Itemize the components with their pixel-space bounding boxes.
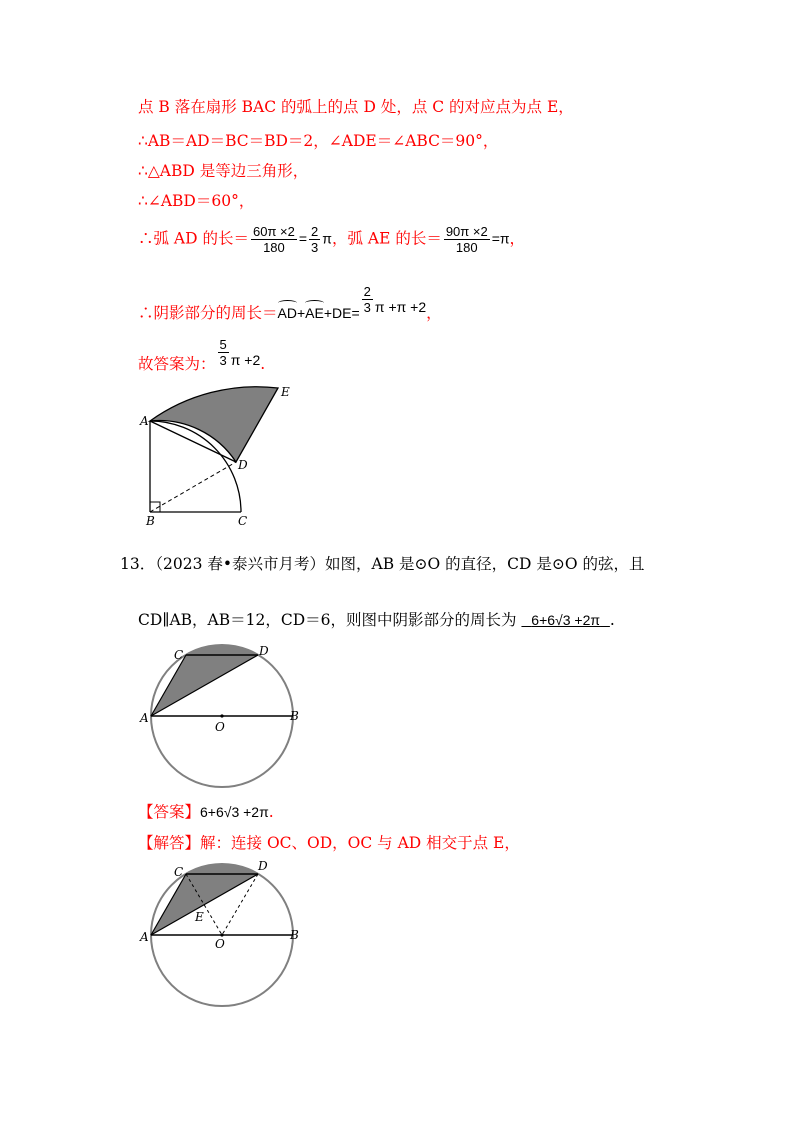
label-o: O xyxy=(215,937,225,951)
answer-line-12: 故答案为： $\frac{5}{3}$ π +2. xyxy=(138,337,266,373)
label-b: B xyxy=(146,514,155,528)
fraction-90pi: $\frac{90\pi \times 2}{180}$ xyxy=(445,224,488,255)
label-c: C xyxy=(238,514,248,528)
label-b: B xyxy=(290,928,299,942)
answer-blank: 6+6√3 +2π xyxy=(531,612,601,628)
label-a: A xyxy=(140,930,149,944)
solution-line-6: ∴阴影部分的周长＝AD+AE+DE= $\frac{2}{3}$ π +π +2， xyxy=(138,284,442,322)
explanation-13: 【解答】解：连接 OC、OD，OC 与 AD 相交于点 E， xyxy=(138,834,520,852)
solution-line-1: 点 B 落在扇形 BAC 的弧上的点 D 处，点 C 的对应点为点 E， xyxy=(138,98,574,116)
question-13-line-1: 13．（2023 春•泰兴市月考）如图，AB 是⊙O 的直径，CD 是⊙O 的弦，且 xyxy=(120,555,645,573)
label-e: E xyxy=(281,385,290,399)
fraction-60pi: $\frac{60\pi \times 2}{180}$ xyxy=(252,224,295,255)
solution-line-5: ∴弧 AD 的长＝ $\frac{60\pi \times 2}{180}$ = $\frac{2}{3}$ π，弧 AE 的长＝ $\frac{90\pi \times 2}{180}$ =π， xyxy=(138,224,526,255)
question-13-line-2: CD∥AB，AB＝12，CD＝6，则图中阴影部分的周长为 6+6√3 +2π . xyxy=(138,611,615,629)
fraction-5-3: $\frac{5}{3}$ xyxy=(219,337,227,368)
solution-line-3: ∴△ABD 是等边三角形， xyxy=(138,162,309,180)
fraction-2-3: $\frac{2}{3}$ xyxy=(311,224,319,255)
label-a: A xyxy=(140,711,149,725)
label-d: D xyxy=(258,859,268,873)
solution-line-4: ∴∠ABD＝60°， xyxy=(138,192,255,210)
shaded-segment xyxy=(186,864,258,874)
fraction-2-3-b: $\frac{2}{3}$ xyxy=(363,284,371,315)
arc-ad-label: ∴弧 AD 的长＝ xyxy=(138,229,249,248)
solution-line-2: ∴AB＝AD＝BC＝BD＝2，∠ADE＝∠ABC＝90°， xyxy=(138,132,499,150)
answer-13: 【答案】6+6√3 +2π. xyxy=(138,803,274,821)
label-c: C xyxy=(174,865,184,879)
label-d: D xyxy=(259,644,269,658)
label-e: E xyxy=(195,910,204,924)
label-c: C xyxy=(174,648,184,662)
label-o: O xyxy=(215,720,225,734)
arc-ae-label: ，弧 AE 的长＝ xyxy=(331,229,442,248)
arc-ae: AE xyxy=(305,305,324,321)
label-d: D xyxy=(238,458,248,472)
label-b: B xyxy=(290,709,299,723)
arc-ad: AD xyxy=(277,305,297,321)
label-a: A xyxy=(140,414,149,428)
